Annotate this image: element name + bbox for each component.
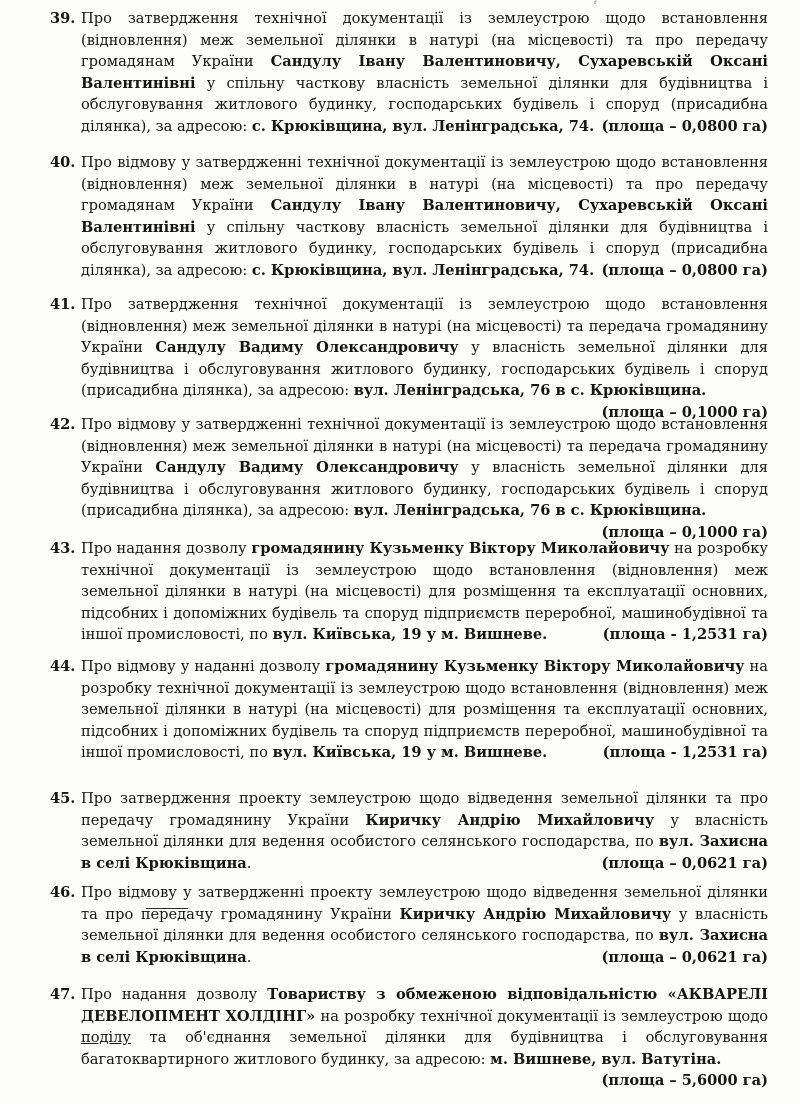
area-value: (площа – 0,0800 га) bbox=[601, 117, 768, 135]
bold-text: вул. Захисна в селі Крюківщина bbox=[81, 833, 768, 872]
bold-text: Сандулу Вадиму Олександровичу bbox=[155, 339, 459, 357]
body-text: Про надання дозволу bbox=[81, 986, 268, 1003]
item-number: 39. bbox=[50, 10, 76, 27]
area-value: (площа – 0,0621 га) bbox=[601, 948, 768, 966]
item-text bbox=[81, 656, 768, 764]
body-text: у власність земельної ділянки для будівництва і обслуговування житлового будинку, господарських будівель і споруд (присадибна ділянка), за адресою: bbox=[81, 339, 768, 400]
underlined-text: поділу bbox=[81, 1029, 132, 1047]
body-text: у спільну часткову власність земельної ділянки для будівництва і обслуговування житлового будинку, господарських будівель і споруд (присадибна ділянка), за адресою: bbox=[81, 74, 768, 135]
area-value: (площа – 0,1000 га) bbox=[601, 523, 768, 541]
item-body bbox=[81, 296, 768, 399]
area-value: (площа - 1,2531 га) bbox=[602, 744, 768, 762]
body-text: та об'єднання земельної ділянки для будівництва і обслуговування багатоквартирного житлового будинку, за адресою: bbox=[81, 1029, 768, 1068]
body-text: . bbox=[246, 854, 252, 872]
item-text bbox=[81, 8, 768, 138]
body-text: . bbox=[246, 948, 252, 966]
body-text: Про надання дозволу bbox=[81, 540, 252, 557]
body-text: Про відмову у затвердженні технічної документації із землеустрою щодо встановлення (відновлення) меж земельної ділянки в натурі (на місцевості) та про передачу громадянам України bbox=[81, 154, 768, 215]
item-number: 42. bbox=[50, 416, 76, 433]
list-item-40 bbox=[50, 152, 768, 282]
item-text bbox=[81, 538, 768, 646]
item-text bbox=[81, 788, 768, 874]
item-number: 41. bbox=[50, 296, 76, 313]
bold-text: Сандулу Івану Валентиновичу, Сухаревській Оксані Валентинівні bbox=[81, 197, 768, 236]
item-body bbox=[81, 986, 768, 1068]
item-number: 40. bbox=[50, 154, 76, 171]
area-value: (площа - 1,2531 га) bbox=[602, 626, 768, 644]
body-text: на розробку технічної документації із землеустрою щодо встановлення (відновлення) меж земельної ділянки в натурі (на місцевості) для розміщення та експлуатації основних, підсобних і допоміжних будівель та споруд підприємств переробної, машинобудівної та іншої промисловості, по bbox=[81, 540, 768, 644]
area-value: (площа – 5,6000 га) bbox=[601, 1072, 768, 1090]
list-item-44 bbox=[50, 656, 768, 764]
body-text: Про відмову у наданні дозволу bbox=[81, 658, 326, 675]
bold-text: вул. Ленінградська, 76 в с. Крюківщина. bbox=[353, 502, 707, 520]
scan-mark: ᶠ bbox=[594, 0, 596, 10]
body-text: Про затвердження технічної документації із землеустрою щодо встановлення (відновлення) меж земельної ділянки в натурі (на місцевості) та передача громадянину України bbox=[81, 296, 768, 357]
bold-text: вул. Київська, 19 у м. Вишневе. bbox=[272, 744, 548, 762]
item-body bbox=[81, 416, 768, 519]
item-number: 45. bbox=[50, 790, 76, 807]
list-item-46 bbox=[50, 882, 768, 968]
body-text: у спільну часткову власність земельної ділянки для будівництва і обслуговування житлового будинку, господарських будівель і споруд (присадибна ділянка), за адресою: bbox=[81, 218, 768, 279]
body-text: Про затвердження технічної документації із землеустрою щодо встановлення (відновлення) меж земельної ділянки в натурі (на місцевості) та про передачу громадянам України bbox=[81, 10, 768, 71]
body-text: Про затвердження проекту землеустрою щодо відведення земельної ділянки та про передачу громадянину України bbox=[81, 790, 768, 829]
bold-text: вул. Київська, 19 у м. Вишневе. bbox=[272, 626, 548, 644]
body-text: у власність земельної ділянки для будівництва і обслуговування житлового будинку, господарських будівель і споруд (присадибна ділянка), за адресою: bbox=[81, 459, 768, 520]
bold-text: громадянину Кузьменку Віктору Миколайовичу bbox=[251, 540, 670, 557]
item-text bbox=[81, 984, 769, 1090]
item-number: 44. bbox=[50, 658, 76, 675]
bold-text: Киричку Андрію Михайловичу bbox=[399, 905, 672, 923]
item-text bbox=[81, 152, 768, 282]
list-item-42 bbox=[50, 414, 768, 544]
list-item-47 bbox=[50, 984, 768, 1092]
body-text: на розробку технічної документації із землеустрою щодо встановлення (відновлення) меж земельної ділянки в натурі (на місцевості) для розміщення та експлуатації основних, підсобних і допоміжних будівель та споруд підприємств переробної, машинобудівної та іншої промисловості, по bbox=[81, 658, 768, 762]
item-text bbox=[81, 882, 768, 968]
bold-text: громадянину Кузьменку Віктору Миколайовичу bbox=[325, 658, 745, 675]
bold-text: Сандулу Івану Валентиновичу, Сухаревській Оксані Валентинівні bbox=[81, 53, 768, 92]
bold-text: вул. Захисна в селі Крюківщина bbox=[81, 927, 768, 966]
bold-text: с. Крюківщина, вул. Ленінградська, 74. bbox=[251, 261, 595, 279]
list-item-41 bbox=[50, 294, 768, 424]
list-item-45 bbox=[50, 788, 768, 874]
bold-text: с. Крюківщина, вул. Ленінградська, 74. bbox=[251, 117, 595, 135]
area-value: (площа – 0,0621 га) bbox=[601, 854, 768, 872]
list-item-39 bbox=[50, 8, 768, 138]
item-text bbox=[81, 414, 768, 541]
body-text: Про відмову у затвердженні технічної документації із землеустрою щодо встановлення (відновлення) меж земельної ділянки в натурі (на місцевості) та передача громадянину України bbox=[81, 416, 768, 477]
bold-text: вул. Ленінградська, 76 в с. Крюківщина. bbox=[353, 382, 707, 400]
bold-text: м. Вишневе, вул. Ватутіна. bbox=[490, 1050, 722, 1068]
body-text: у власність земельної ділянки для ведення особистого селянського господарства, по bbox=[81, 811, 768, 851]
bold-text: Товариству з обмеженою відповідальністю «АКВАРЕЛІ ДЕВЕЛОПМЕНТ ХОЛДІНГ» bbox=[81, 986, 769, 1025]
area-value: (площа – 0,0800 га) bbox=[601, 261, 768, 279]
item-number: 46. bbox=[50, 884, 76, 901]
item-number: 43. bbox=[50, 540, 76, 557]
area-value: (площа – 0,1000 га) bbox=[601, 403, 768, 421]
bold-text: Киричку Андрію Михайловичу bbox=[365, 811, 655, 829]
body-text: на розробку технічної документації із землеустрою щодо bbox=[315, 1007, 768, 1025]
item-number: 47. bbox=[50, 986, 76, 1003]
list-item-43 bbox=[50, 538, 768, 646]
body-text: Про відмову у затвердженні проекту землеустрою щодо відведення земельної ділянки та про передачу громадянину України bbox=[81, 884, 768, 923]
body-text: у власність земельної ділянки для ведення особистого селянського господарства, по bbox=[81, 905, 768, 945]
bold-text: Сандулу Вадиму Олександровичу bbox=[155, 459, 459, 477]
item-text bbox=[81, 294, 768, 421]
